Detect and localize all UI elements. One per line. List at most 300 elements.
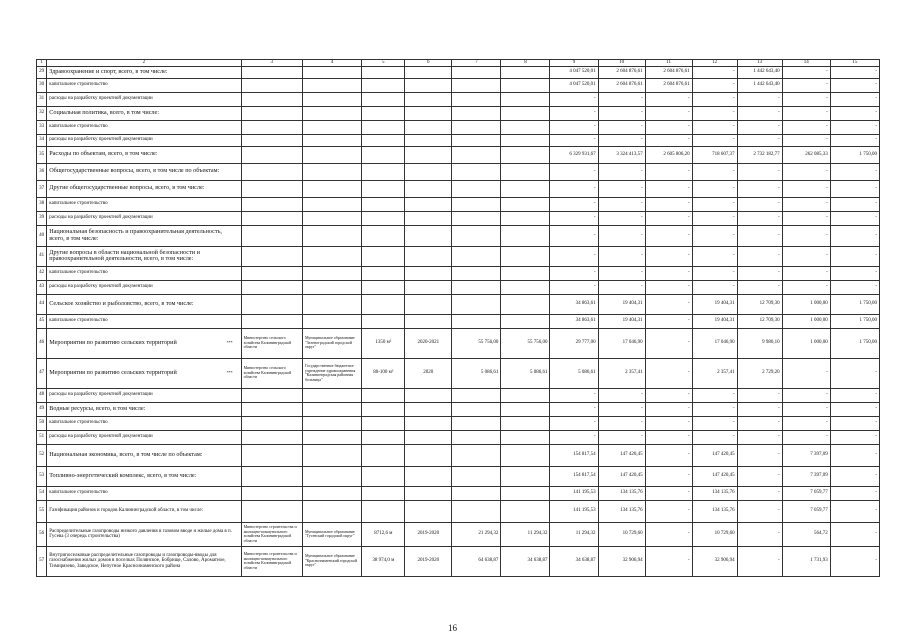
value-cell: [645, 211, 692, 225]
responsible-cell: [302, 197, 361, 211]
table-row: [37, 486, 880, 500]
cell-text: -: [875, 96, 877, 102]
responsible-cell: [241, 546, 302, 576]
responsible-cell: [302, 106, 361, 120]
value-cell: [501, 294, 550, 314]
table-row: [37, 546, 880, 576]
cell-text: капитальное строительство: [49, 318, 108, 324]
value-cell: [645, 546, 692, 576]
row-label: [47, 328, 241, 358]
value-cell: [452, 78, 501, 92]
cell-text: -: [826, 137, 828, 143]
value-cell: [550, 444, 598, 466]
responsible-cell: [302, 78, 361, 92]
value-cell: [737, 180, 782, 197]
cell-text: 5 086,61: [480, 370, 499, 376]
value-cell: [550, 466, 598, 486]
row-number: [37, 388, 47, 402]
table-row: [37, 416, 880, 430]
value-cell: [782, 430, 830, 444]
cell-text: 5 086,61: [578, 370, 596, 376]
value-cell: [452, 280, 501, 294]
cell-text: 1 000,00: [810, 318, 828, 324]
cell-text: -: [732, 110, 735, 116]
value-cell: [452, 466, 501, 486]
value-cell: [737, 92, 782, 106]
value-cell: [737, 106, 782, 120]
table-row: [37, 211, 880, 225]
cell-text: 55 756,00: [527, 340, 548, 346]
parameter-cell: [362, 294, 405, 314]
responsible-cell: [241, 314, 302, 328]
parameter-cell: [405, 294, 452, 314]
value-cell: [501, 163, 550, 180]
value-cell: [550, 120, 598, 134]
cell-text: -: [687, 420, 690, 426]
cell-text: -: [826, 201, 828, 207]
value-cell: [501, 106, 550, 120]
table-row: [37, 120, 880, 134]
responsible-cell: [302, 358, 361, 388]
value-cell: [645, 522, 692, 546]
value-cell: [782, 66, 830, 78]
value-cell: [598, 134, 645, 146]
value-cell: [501, 358, 550, 388]
responsible-cell: [302, 225, 361, 246]
value-cell: [645, 266, 692, 280]
responsible-cell: [302, 163, 361, 180]
value-cell: [782, 500, 830, 522]
value-cell: [501, 546, 550, 576]
parameter-cell: [405, 134, 452, 146]
parameter-cell: [405, 266, 452, 280]
value-cell: [737, 197, 782, 211]
parameter-cell: [405, 402, 452, 416]
value-cell: [830, 225, 879, 246]
value-cell: [782, 294, 830, 314]
column-number: 13: [737, 60, 782, 67]
cell-text: -: [687, 318, 690, 324]
parameter-cell: [405, 416, 452, 430]
cell-text: Газификация районов и городов Калининградской области, в том числе:: [49, 508, 203, 514]
value-cell: [782, 266, 830, 280]
parameter-cell: [405, 106, 452, 120]
value-cell: [598, 430, 645, 444]
row-number: [37, 294, 47, 314]
cell-text: -: [593, 215, 596, 221]
value-cell: [782, 402, 830, 416]
row-label: [47, 211, 241, 225]
cell-text: -: [826, 168, 828, 174]
value-cell: [501, 402, 550, 416]
column-number: 10: [598, 60, 645, 67]
value-cell: [645, 358, 692, 388]
value-cell: [692, 92, 737, 106]
value-cell: [501, 444, 550, 466]
cell-text: Муниципальное образование "Краснознаменский городской округ": [304, 553, 358, 568]
cell-text: -: [640, 253, 643, 259]
cell-text: -: [826, 370, 828, 376]
responsible-cell: [302, 388, 361, 402]
value-cell: [645, 294, 692, 314]
cell-text: -: [875, 558, 877, 564]
value-cell: [830, 120, 879, 134]
value-cell: [830, 486, 879, 500]
cell-text: -: [687, 370, 690, 376]
row-number: [37, 358, 47, 388]
parameter-cell: [362, 522, 405, 546]
value-cell: [782, 197, 830, 211]
cell-text: 1 750,00: [859, 301, 877, 307]
parameter-cell: [362, 163, 405, 180]
responsible-cell: [302, 486, 361, 500]
cell-text: 42: [39, 270, 45, 276]
value-cell: [782, 486, 830, 500]
responsible-cell: [241, 388, 302, 402]
responsible-cell: [302, 500, 361, 522]
parameter-cell: [362, 280, 405, 294]
cell-text: -: [687, 185, 690, 191]
value-cell: [737, 546, 782, 576]
cell-text: Расходы по объектам, всего, в том числе:: [49, 150, 158, 158]
row-number: [37, 266, 47, 280]
cell-text: 141 195,53: [573, 490, 596, 496]
cell-text: -: [875, 490, 877, 496]
cell-text: -: [593, 168, 596, 174]
cell-text: 46: [39, 340, 45, 346]
cell-text: 134 135,76: [620, 490, 643, 496]
cell-text: -: [640, 96, 643, 102]
row-label: [47, 66, 241, 78]
cell-text: -: [687, 406, 690, 412]
responsible-cell: [241, 78, 302, 92]
value-cell: [830, 211, 879, 225]
value-cell: [830, 134, 879, 146]
value-cell: [692, 388, 737, 402]
row-label: [47, 146, 241, 163]
value-cell: [598, 500, 645, 522]
value-cell: [598, 546, 645, 576]
value-cell: [452, 294, 501, 314]
cell-text: расходы на разработку проектной документации: [49, 96, 153, 102]
parameter-cell: [405, 197, 452, 211]
value-cell: [692, 522, 737, 546]
value-cell: [737, 314, 782, 328]
cell-text: -: [732, 215, 735, 221]
cell-text: 1350 м²: [375, 340, 392, 346]
table-row: [37, 197, 880, 211]
value-cell: [737, 66, 782, 78]
cell-text: 34 863,61: [575, 301, 596, 307]
parameter-cell: [362, 197, 405, 211]
cell-text: 33: [39, 124, 45, 130]
cell-text: 4 047 520,01: [569, 82, 596, 88]
responsible-cell: [302, 246, 361, 266]
parameter-cell: [362, 500, 405, 522]
cell-text: -: [687, 284, 690, 290]
row-label: [47, 430, 241, 444]
cell-text: 7 059,77: [810, 490, 828, 496]
value-cell: [550, 211, 598, 225]
cell-text: -: [687, 201, 690, 207]
row-label: [47, 388, 241, 402]
parameter-cell: [405, 466, 452, 486]
cell-text: -: [732, 82, 735, 88]
cell-text: Государственное бюджетное учреждение здравоохранения "Калининградская районная больница": [304, 362, 356, 382]
row-label: [47, 486, 241, 500]
cell-text: 48: [39, 392, 45, 398]
column-number: 6: [405, 60, 452, 67]
parameter-cell: [405, 358, 452, 388]
cell-text: -: [593, 434, 596, 440]
value-cell: [737, 120, 782, 134]
cell-text: 34 638,87: [575, 558, 596, 564]
column-number: 14: [782, 60, 830, 67]
cell-text: -: [875, 253, 877, 259]
parameter-cell: [405, 163, 452, 180]
value-cell: [452, 197, 501, 211]
value-cell: [645, 92, 692, 106]
cell-text: 30: [39, 82, 45, 88]
row-number: [37, 466, 47, 486]
cell-text: -: [875, 392, 877, 398]
cell-text: -: [826, 185, 828, 191]
cell-text: 8712,6 м: [374, 531, 393, 537]
cell-text: капитальное строительство: [49, 270, 108, 276]
responsible-cell: [241, 294, 302, 314]
cell-text: -: [732, 406, 735, 412]
cell-text: -: [777, 215, 780, 221]
value-cell: [782, 180, 830, 197]
value-cell: [598, 180, 645, 197]
value-cell: [737, 522, 782, 546]
investment-table: [36, 59, 880, 577]
cell-text: 2 604 876,61: [616, 82, 643, 88]
cell-text: 34 638,87: [527, 558, 548, 564]
cell-text: 2 604 876,61: [663, 82, 690, 88]
value-cell: [645, 430, 692, 444]
cell-text: Муниципальное образование "Гусевский городской округ": [304, 528, 355, 539]
value-cell: [645, 466, 692, 486]
row-label: [47, 402, 241, 416]
cell-text: -: [640, 420, 643, 426]
value-cell: [645, 314, 692, 328]
row-number: [37, 328, 47, 358]
value-cell: [692, 146, 737, 163]
parameter-cell: [362, 388, 405, 402]
cell-text: 41: [39, 253, 45, 259]
value-cell: [692, 402, 737, 416]
parameter-cell: [362, 78, 405, 92]
row-label: [47, 106, 241, 120]
cell-text: Мероприятия по развитию сельских территорий: [49, 368, 177, 376]
value-cell: [782, 522, 830, 546]
cell-text: 1 750,00: [859, 151, 877, 157]
value-cell: [782, 358, 830, 388]
cell-text: -: [826, 110, 828, 116]
cell-text: -: [826, 69, 828, 75]
cell-text: -: [593, 201, 596, 207]
parameter-cell: [405, 388, 452, 402]
cell-text: 36: [39, 168, 45, 174]
cell-text: -: [732, 232, 735, 238]
value-cell: [737, 500, 782, 522]
value-cell: [692, 211, 737, 225]
cell-text: Сельское хозяйство и рыболовство, всего, в том числе:: [49, 299, 194, 307]
cell-text: 147 420,45: [712, 473, 735, 479]
value-cell: [452, 163, 501, 180]
cell-text: -: [826, 96, 828, 102]
cell-text: 40: [39, 232, 45, 238]
value-cell: [598, 328, 645, 358]
value-cell: [692, 78, 737, 92]
value-cell: [737, 358, 782, 388]
cell-text: -: [687, 110, 690, 116]
cell-text: -: [640, 168, 643, 174]
value-cell: [645, 486, 692, 500]
cell-text: 31: [39, 96, 45, 102]
value-cell: [550, 146, 598, 163]
value-cell: [598, 246, 645, 266]
value-cell: [501, 500, 550, 522]
row-number: [37, 444, 47, 466]
table-row: [37, 163, 880, 180]
value-cell: [692, 466, 737, 486]
parameter-cell: [362, 314, 405, 328]
value-cell: [737, 246, 782, 266]
cell-text: 1 000,00: [810, 340, 828, 346]
cell-text: Национальная экономика, всего, в том числе по объектам:: [49, 450, 203, 458]
cell-text: -: [777, 392, 780, 398]
responsible-cell: [241, 416, 302, 430]
value-cell: [645, 225, 692, 246]
row-number: [37, 211, 47, 225]
row-number: [37, 522, 47, 546]
cell-text: Министерство сельского хозяйства Калининградской области: [243, 365, 292, 380]
cell-text: -: [687, 473, 690, 479]
responsible-cell: [302, 522, 361, 546]
cell-text: -: [875, 270, 877, 276]
responsible-cell: [302, 146, 361, 163]
cell-text: 50: [39, 420, 45, 426]
value-cell: [452, 225, 501, 246]
cell-text: 56: [39, 531, 45, 537]
parameter-cell: [362, 92, 405, 106]
row-number: [37, 92, 47, 106]
parameter-cell: [362, 246, 405, 266]
cell-text: 19 404,31: [714, 301, 735, 307]
cell-text: -: [593, 392, 596, 398]
cell-text: -: [640, 392, 643, 398]
cell-text: -: [593, 124, 596, 130]
parameter-cell: [405, 314, 452, 328]
value-cell: [782, 388, 830, 402]
value-cell: [550, 134, 598, 146]
cell-text: 64 638,87: [478, 558, 499, 564]
cell-text: 52: [39, 452, 45, 458]
table-row: [37, 78, 880, 92]
value-cell: [598, 163, 645, 180]
cell-text: -: [687, 232, 690, 238]
cell-text: 7 059,77: [810, 508, 828, 514]
value-cell: [598, 146, 645, 163]
responsible-cell: [241, 92, 302, 106]
parameter-cell: [362, 486, 405, 500]
row-number: [37, 486, 47, 500]
cell-text: Внутрипоселковые распределительные газопроводы и газопроводы-вводы для газоснабжения жилых домов в поселках Полянское, Бобрище, Салово, Ароматное, Тимирязево, Заводское, Непутное Краснознаменского района: [49, 552, 226, 569]
cell-text: 154 817,54: [573, 473, 596, 479]
cell-text: -: [875, 69, 877, 75]
value-cell: [501, 92, 550, 106]
row-number: [37, 106, 47, 120]
value-cell: [782, 78, 830, 92]
cell-text: -: [640, 201, 643, 207]
cell-text: 17 046,90: [714, 340, 735, 346]
cell-text: Другие вопросы в области национальной безопасности и правоохранительной деятельности, всего, в том числе:: [49, 248, 200, 263]
value-cell: [645, 163, 692, 180]
cell-text: Общегосударственные вопросы, всего, в том числе по объектам:: [49, 167, 220, 175]
value-cell: [598, 388, 645, 402]
row-number: [37, 134, 47, 146]
cell-text: 2 605 806,20: [663, 151, 690, 157]
value-cell: [598, 197, 645, 211]
footnote-mark: ***: [226, 339, 233, 345]
value-cell: [645, 388, 692, 402]
value-cell: [830, 416, 879, 430]
cell-text: -: [732, 392, 735, 398]
row-number: [37, 546, 47, 576]
cell-text: -: [777, 96, 780, 102]
responsible-cell: [241, 328, 302, 358]
parameter-cell: [362, 180, 405, 197]
cell-text: 35: [39, 151, 45, 157]
table-row: [37, 522, 880, 546]
table-row: [37, 280, 880, 294]
cell-text: -: [826, 406, 828, 412]
cell-text: 32 906,94: [714, 558, 735, 564]
row-label: [47, 416, 241, 430]
table-row: [37, 500, 880, 522]
cell-text: 43: [39, 284, 45, 290]
cell-text: 5 086,61: [529, 370, 548, 376]
cell-text: -: [687, 124, 690, 130]
value-cell: [550, 358, 598, 388]
value-cell: [550, 180, 598, 197]
cell-text: -: [593, 406, 596, 412]
cell-text: 21 294,32: [478, 531, 499, 537]
parameter-cell: [405, 328, 452, 358]
value-cell: [737, 466, 782, 486]
value-cell: [452, 328, 501, 358]
cell-text: 2 729,20: [762, 370, 780, 376]
cell-text: 1 750,00: [859, 340, 877, 346]
value-cell: [550, 314, 598, 328]
value-cell: [598, 211, 645, 225]
cell-text: 32 906,94: [622, 558, 643, 564]
row-number: [37, 66, 47, 78]
cell-text: расходы на разработку проектной документации: [49, 284, 153, 290]
cell-text: 32: [39, 110, 45, 116]
table-row: [37, 246, 880, 266]
cell-text: 29 777,00: [575, 340, 596, 346]
responsible-cell: [302, 92, 361, 106]
cell-text: -: [875, 406, 877, 412]
table-row: [37, 444, 880, 466]
value-cell: [692, 106, 737, 120]
cell-text: 55 756,00: [478, 340, 499, 346]
column-number: 3: [241, 60, 302, 67]
responsible-cell: [302, 294, 361, 314]
